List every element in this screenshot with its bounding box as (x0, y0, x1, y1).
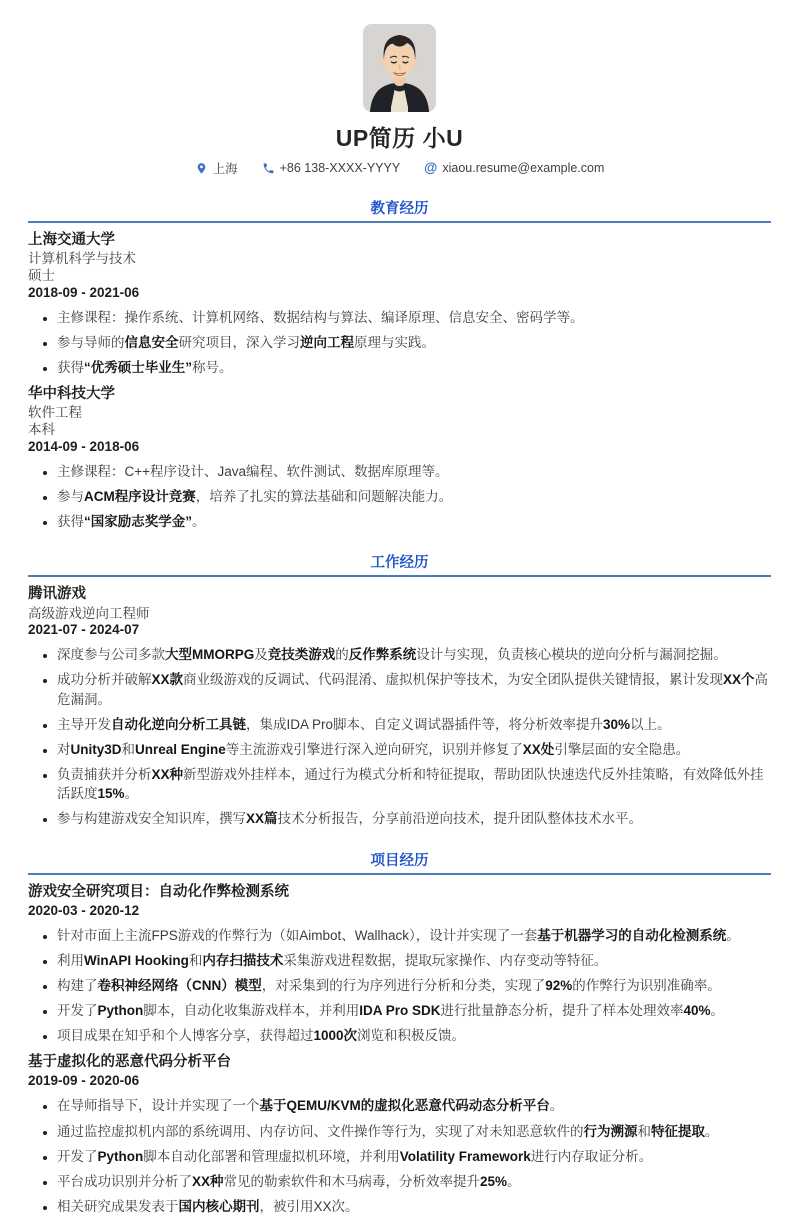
bullet-item (57, 308, 771, 327)
resume-section (28, 197, 771, 531)
bullet-item (57, 462, 771, 481)
section-header (28, 551, 771, 577)
resume-section (28, 849, 771, 1216)
resume-sections (28, 197, 771, 1216)
bullet-item (57, 951, 771, 970)
bullet-text-bold: 基于机器学习的自动化检测系统 (537, 927, 727, 943)
bullet-text: ，被引用XX次。 (259, 1198, 359, 1214)
location-icon (195, 162, 208, 175)
entry-title: 腾讯游戏 (28, 586, 86, 603)
bullet-text: 进行批量静态分析，提升了样本处理效率 (440, 1003, 684, 1019)
bullet-text: ，对采集到的行为序列进行分析和分类，实现了 (261, 977, 546, 993)
bullet-text: 参与构建游戏安全知识库，撰写 (57, 811, 246, 827)
contact-item (424, 161, 604, 175)
bullet-item (57, 1147, 771, 1166)
bullet-item (57, 645, 771, 664)
bullet-item (57, 1122, 771, 1141)
bullet-text-bold: “国家励志奖学金” (84, 514, 192, 530)
bullet-item (57, 765, 771, 803)
bullet-text: 负责捕获并分析 (57, 767, 152, 783)
section-header (28, 849, 771, 875)
bullet-text: 开发了 (57, 1148, 98, 1164)
bullet-text-bold: 自动化逆向分析工具链 (111, 716, 246, 732)
bullet-item (57, 1172, 771, 1191)
bullet-text-bold: 15% (97, 786, 125, 802)
profile-photo-illustration (363, 24, 436, 112)
bullet-text-bold: 92% (545, 977, 573, 993)
bullet-item (57, 358, 771, 377)
entry-meta: 软件工程 (28, 405, 82, 421)
bullet-text-bold: 反作弊系统 (348, 647, 417, 663)
entry (28, 585, 771, 828)
entry-meta: 计算机科学与技术 (28, 251, 136, 267)
bullet-text-bold: XX个 (723, 672, 755, 688)
bullet-text-bold: Volatility Framework (399, 1148, 531, 1164)
bullet-list (28, 462, 771, 531)
bullet-item (57, 670, 771, 708)
entry (28, 1053, 771, 1216)
bullet-item (57, 809, 771, 828)
contact-item (262, 161, 401, 175)
phone-icon (262, 162, 275, 175)
bullet-text: 和 (121, 741, 136, 757)
bullet-text: 主导开发 (57, 716, 111, 732)
contact-row (28, 159, 771, 177)
bullet-text-bold: WinAPI Hooking (84, 952, 189, 968)
section-title: 教育经历 (370, 201, 429, 217)
bullet-text-bold: XX款 (151, 672, 184, 688)
bullet-text-bold: 国内核心期刊 (178, 1198, 260, 1214)
entry-date: 2014-09 - 2018-06 (28, 439, 140, 455)
bullet-text: 脚本自动化部署和管理虚拟机环境，并利用 (143, 1148, 400, 1164)
bullet-text: 。 (507, 1173, 521, 1189)
entry-meta: 高级游戏逆向工程师 (28, 605, 150, 621)
bullet-text-bold: “优秀硕士毕业生” (84, 360, 192, 376)
contact-text: +86 138-XXXX-YYYY (279, 161, 401, 175)
bullet-text: 研究项目，深入学习 (178, 334, 300, 350)
bullet-text-bold: Python (97, 1148, 144, 1164)
bullet-text-bold: XX处 (522, 741, 555, 757)
bullet-text: 等主流游戏引擎进行深入逆向研究，识别并修复了 (225, 741, 523, 757)
entry (28, 385, 771, 531)
bullet-text: 脚本，自动化收集游戏样本，并利用 (143, 1003, 360, 1019)
bullet-text: 。 (124, 786, 139, 802)
bullet-text: 。 (549, 1098, 564, 1114)
entry-date: 2021-07 - 2024-07 (28, 622, 140, 638)
bullet-text-bold: 30% (603, 716, 631, 732)
bullet-text: 获得 (57, 360, 84, 376)
bullet-text-bold: 行为溯源 (583, 1123, 638, 1139)
bullet-list (28, 645, 771, 828)
bullet-text-bold: 1000次 (313, 1028, 358, 1044)
entry-date: 2020-03 - 2020-12 (28, 902, 140, 918)
bullet-text: 主修课程：操作系统、计算机网络、数据结构与算法、编译原理、信息安全、密码学等。 (57, 309, 584, 325)
bullet-text: 深度参与公司多款 (57, 647, 165, 663)
bullet-text-bold: 逆向工程 (300, 334, 354, 350)
bullet-text-bold: 40% (683, 1003, 711, 1019)
section-title: 项目经历 (370, 852, 429, 869)
bullet-item (57, 926, 771, 945)
bullet-text-bold: Unity3D (70, 741, 122, 757)
bullet-text: 以上。 (630, 716, 671, 732)
candidate-name: UP简历 小U (335, 125, 464, 151)
resume-page (0, 24, 799, 1216)
bullet-text: 在导师指导下，设计并实现了一个 (57, 1098, 260, 1114)
entry-title: 华中科技大学 (28, 386, 115, 403)
bullet-text: 参与 (57, 489, 84, 505)
bullet-text: 的 (335, 647, 349, 663)
bullet-item (57, 487, 771, 506)
bullet-text-bold: 基于QEMU/KVM的虚拟化恶意代码动态分析平台 (259, 1098, 550, 1114)
bullet-text: 进行内存取证分析。 (530, 1148, 653, 1164)
entry-meta: 硕士 (28, 268, 55, 283)
bullet-text: 及 (254, 647, 268, 663)
entry-title: 基于虚拟化的恶意代码分析平台 (28, 1054, 231, 1071)
bullet-text: 平台成功识别并分析了 (57, 1173, 192, 1189)
bullet-text: 高危漏洞。 (57, 672, 769, 707)
bullet-item (57, 740, 771, 759)
bullet-text: 。 (705, 1123, 719, 1139)
bullet-text: 项目成果在知乎和个人博客分享，获得超过 (57, 1028, 314, 1044)
bullet-text: 参与导师的 (57, 334, 125, 350)
profile-photo (363, 24, 436, 112)
bullet-text: 构建了 (57, 977, 98, 993)
email-icon: @ (424, 160, 438, 176)
bullet-text-bold: 竞技类游戏 (267, 647, 336, 663)
bullet-text-bold: XX种 (151, 767, 184, 783)
bullet-text: 引擎层面的安全隐患。 (554, 741, 690, 757)
bullet-text-bold: 大型MMORPG (165, 647, 255, 663)
bullet-text: 获得 (57, 514, 84, 530)
bullet-text: 商业级游戏的反调试、代码混淆、虚拟机保护等技术，为安全团队提供关键情报，累计发现 (183, 672, 724, 688)
bullet-item (57, 333, 771, 352)
bullet-item (57, 715, 771, 734)
bullet-item (57, 976, 771, 995)
bullet-text: ，培养了扎实的算法基础和问题解决能力。 (195, 489, 453, 505)
bullet-text: 针对市面上主流FPS游戏的作弊行为（如Aimbot、Wallhack），设计并实现了一套 (57, 927, 538, 943)
bullet-item (57, 1026, 771, 1045)
bullet-text-bold: 信息安全 (124, 334, 179, 350)
bullet-text: 新型游戏外挂样本，通过行为模式分析和特征提取，帮助团队快速迭代反外挂策略，有效降低外挂活跃度 (57, 767, 764, 802)
bullet-list (28, 308, 771, 377)
bullet-text: 开发了 (57, 1003, 98, 1019)
section-title: 工作经历 (370, 555, 429, 572)
contact-item (195, 159, 238, 177)
bullet-text: 成功分析并破解 (57, 672, 152, 688)
bullet-text: 和 (637, 1123, 651, 1139)
bullet-text: ，集成IDA Pro脚本、自定义调试器插件等，将分析效率提升 (246, 716, 604, 732)
bullet-text-bold: XX篇 (246, 811, 278, 827)
bullet-text: 采集游戏进程数据，提取玩家操作、内存变动等特征。 (283, 952, 608, 968)
bullet-text: 原理与实践。 (354, 334, 435, 350)
resume-section (28, 551, 771, 828)
bullet-text: 通过监控虚拟机内部的系统调用、内存访问、文件操作等行为，实现了对未知恶意软件的 (57, 1123, 584, 1139)
bullet-text: 主修课程：C++程序设计、Java编程、软件测试、数据库原理等。 (57, 463, 449, 479)
bullet-text-bold: 25% (480, 1173, 508, 1189)
bullet-text: 。 (710, 1003, 725, 1019)
bullet-text: 利用 (57, 952, 84, 968)
bullet-text: 对 (57, 741, 71, 757)
bullet-item (57, 512, 771, 531)
bullet-text: 相关研究成果发表于 (57, 1198, 179, 1214)
bullet-item (57, 1197, 771, 1216)
bullet-text: 设计与实现，负责核心模块的逆向分析与漏洞挖掘。 (416, 647, 727, 663)
bullet-text: 和 (188, 952, 203, 968)
bullet-list (28, 926, 771, 1046)
entry-title: 上海交通大学 (28, 232, 115, 248)
bullet-item (57, 1096, 771, 1115)
bullet-text: 技术分析报告，分享前沿逆向技术，提升团队整体技术水平。 (277, 811, 643, 827)
contact-text: 上海 (212, 162, 238, 176)
bullet-text-bold: ACM程序设计竞赛 (84, 489, 196, 505)
bullet-text: 常见的勒索软件和木马病毒，分析效率提升 (223, 1173, 481, 1189)
entry-title: 游戏安全研究项目：自动化作弊检测系统 (28, 883, 289, 900)
contact-text: xiaou.resume@example.com (442, 161, 605, 175)
bullet-text-bold: 特征提取 (651, 1123, 705, 1139)
bullet-text: 的作弊行为识别准确率。 (572, 977, 721, 993)
entry-date: 2019-09 - 2020-06 (28, 1073, 140, 1089)
bullet-text: 浏览和积极反馈。 (357, 1028, 466, 1044)
entry-meta: 本科 (28, 422, 55, 438)
bullet-list (28, 1096, 771, 1216)
bullet-text-bold: 卷积神经网络（CNN）模型 (97, 977, 262, 993)
bullet-text-bold: IDA Pro SDK (359, 1003, 441, 1019)
bullet-item (57, 1001, 771, 1020)
entry-date: 2018-09 - 2021-06 (28, 284, 140, 300)
bullet-text: 。 (192, 514, 206, 530)
bullet-text-bold: Unreal Engine (135, 741, 226, 757)
bullet-text-bold: 内存扫描技术 (202, 952, 284, 968)
bullet-text-bold: XX种 (192, 1173, 224, 1189)
entry (28, 231, 771, 377)
bullet-text: 。 (726, 927, 740, 943)
bullet-text-bold: Python (97, 1003, 144, 1019)
bullet-text: 称号。 (192, 360, 233, 376)
section-header (28, 197, 771, 223)
entry (28, 883, 771, 1046)
